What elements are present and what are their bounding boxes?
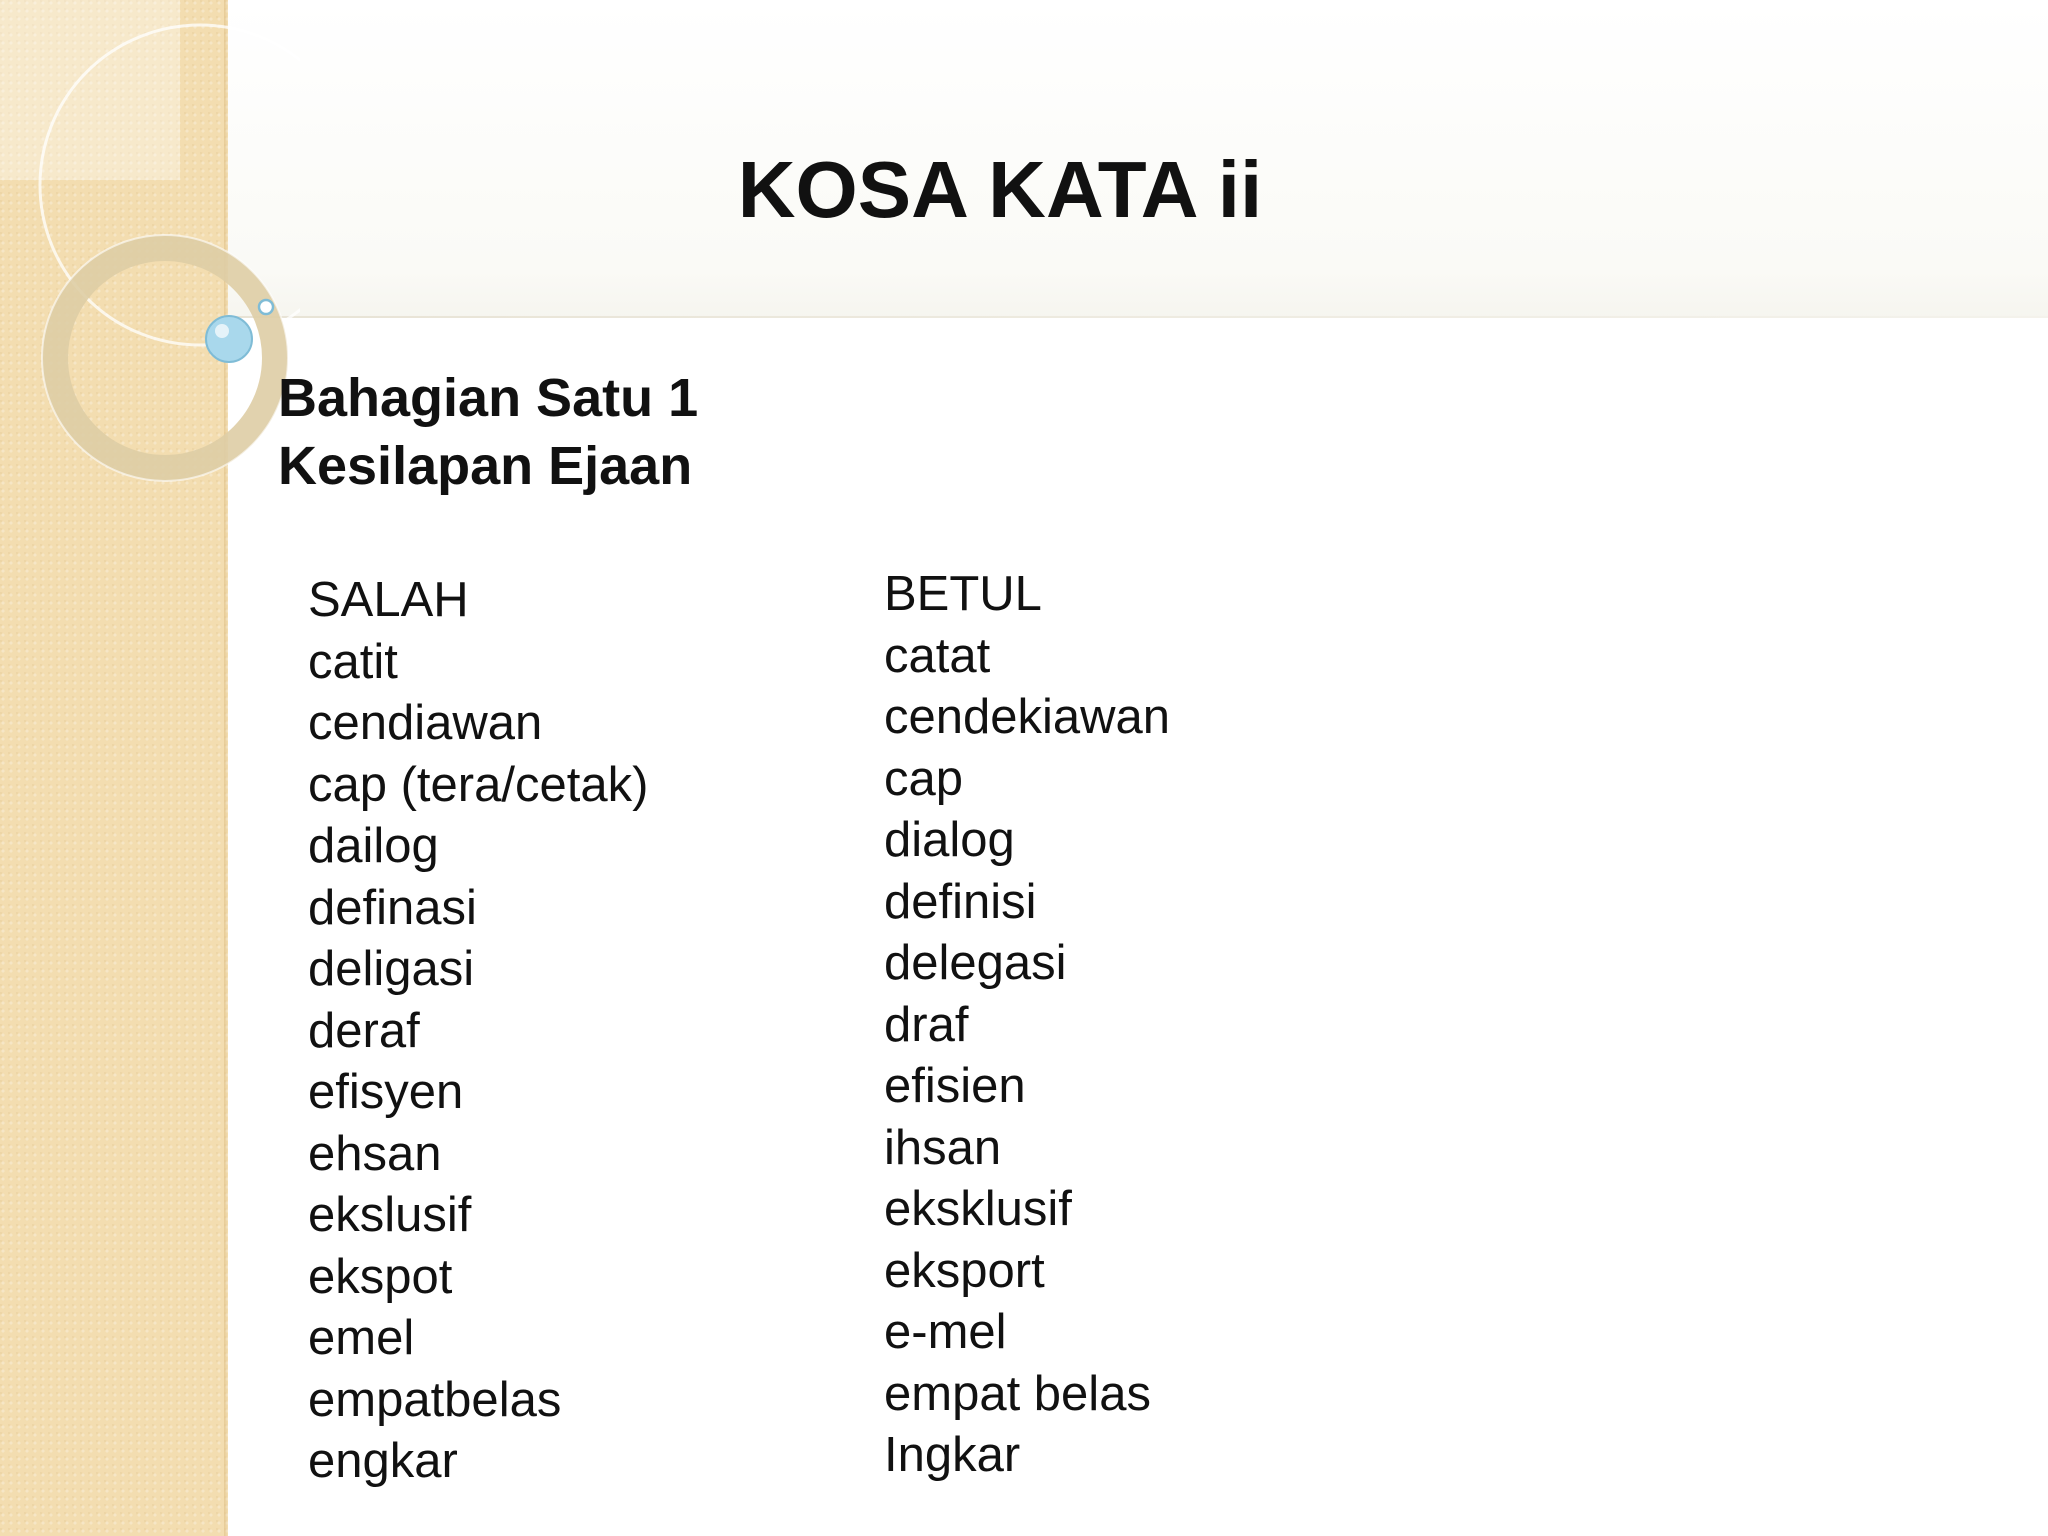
betul-word: cendekiawan (884, 690, 1171, 744)
salah-header: SALAH (308, 573, 469, 627)
betul-word: eksklusif (884, 1182, 1072, 1236)
betul-word: dialog (884, 813, 1015, 867)
betul-word: delegasi (884, 936, 1067, 990)
slide-title: KOSA KATA ii (737, 145, 1263, 234)
betul-header: BETUL (884, 567, 1042, 621)
salah-word: efisyen (308, 1065, 464, 1119)
betul-word: draf (884, 997, 969, 1052)
section-heading: Bahagian Satu 1 (278, 368, 699, 428)
salah-word: definasi (308, 880, 477, 935)
betul-word: definisi (884, 874, 1037, 929)
header-divider (228, 316, 2048, 318)
salah-column (308, 570, 648, 1493)
betul-word: eksport (884, 1243, 1045, 1298)
betul-word: ihsan (884, 1120, 1002, 1175)
topic-heading: Kesilapan Ejaan (278, 436, 693, 496)
betul-word: e-mel (884, 1305, 1007, 1359)
salah-word: cendiawan (308, 696, 543, 750)
large-bubble-shape (206, 316, 252, 362)
betul-word: Ingkar (884, 1428, 1021, 1482)
betul-word: catat (884, 628, 991, 683)
small-bubble-shape (259, 300, 273, 314)
salah-word: deligasi (308, 942, 475, 996)
salah-word: ehsan (308, 1126, 442, 1181)
betul-word: empat belas (884, 1366, 1151, 1421)
salah-word: catit (308, 634, 398, 689)
salah-word: ekslusif (308, 1188, 472, 1242)
decorative-rings (0, 0, 300, 520)
salah-word: engkar (308, 1434, 458, 1488)
salah-word: dailog (308, 819, 439, 873)
salah-word: ekspot (308, 1249, 453, 1304)
salah-word: deraf (308, 1003, 420, 1058)
salah-word: empatbelas (308, 1372, 562, 1427)
salah-word: cap (tera/cetak) (308, 757, 649, 812)
bubble-shine-shape (215, 324, 229, 338)
salah-word: emel (308, 1311, 415, 1365)
betul-word: cap (884, 751, 964, 806)
betul-word: efisien (884, 1059, 1026, 1113)
betul-column (884, 564, 1170, 1487)
